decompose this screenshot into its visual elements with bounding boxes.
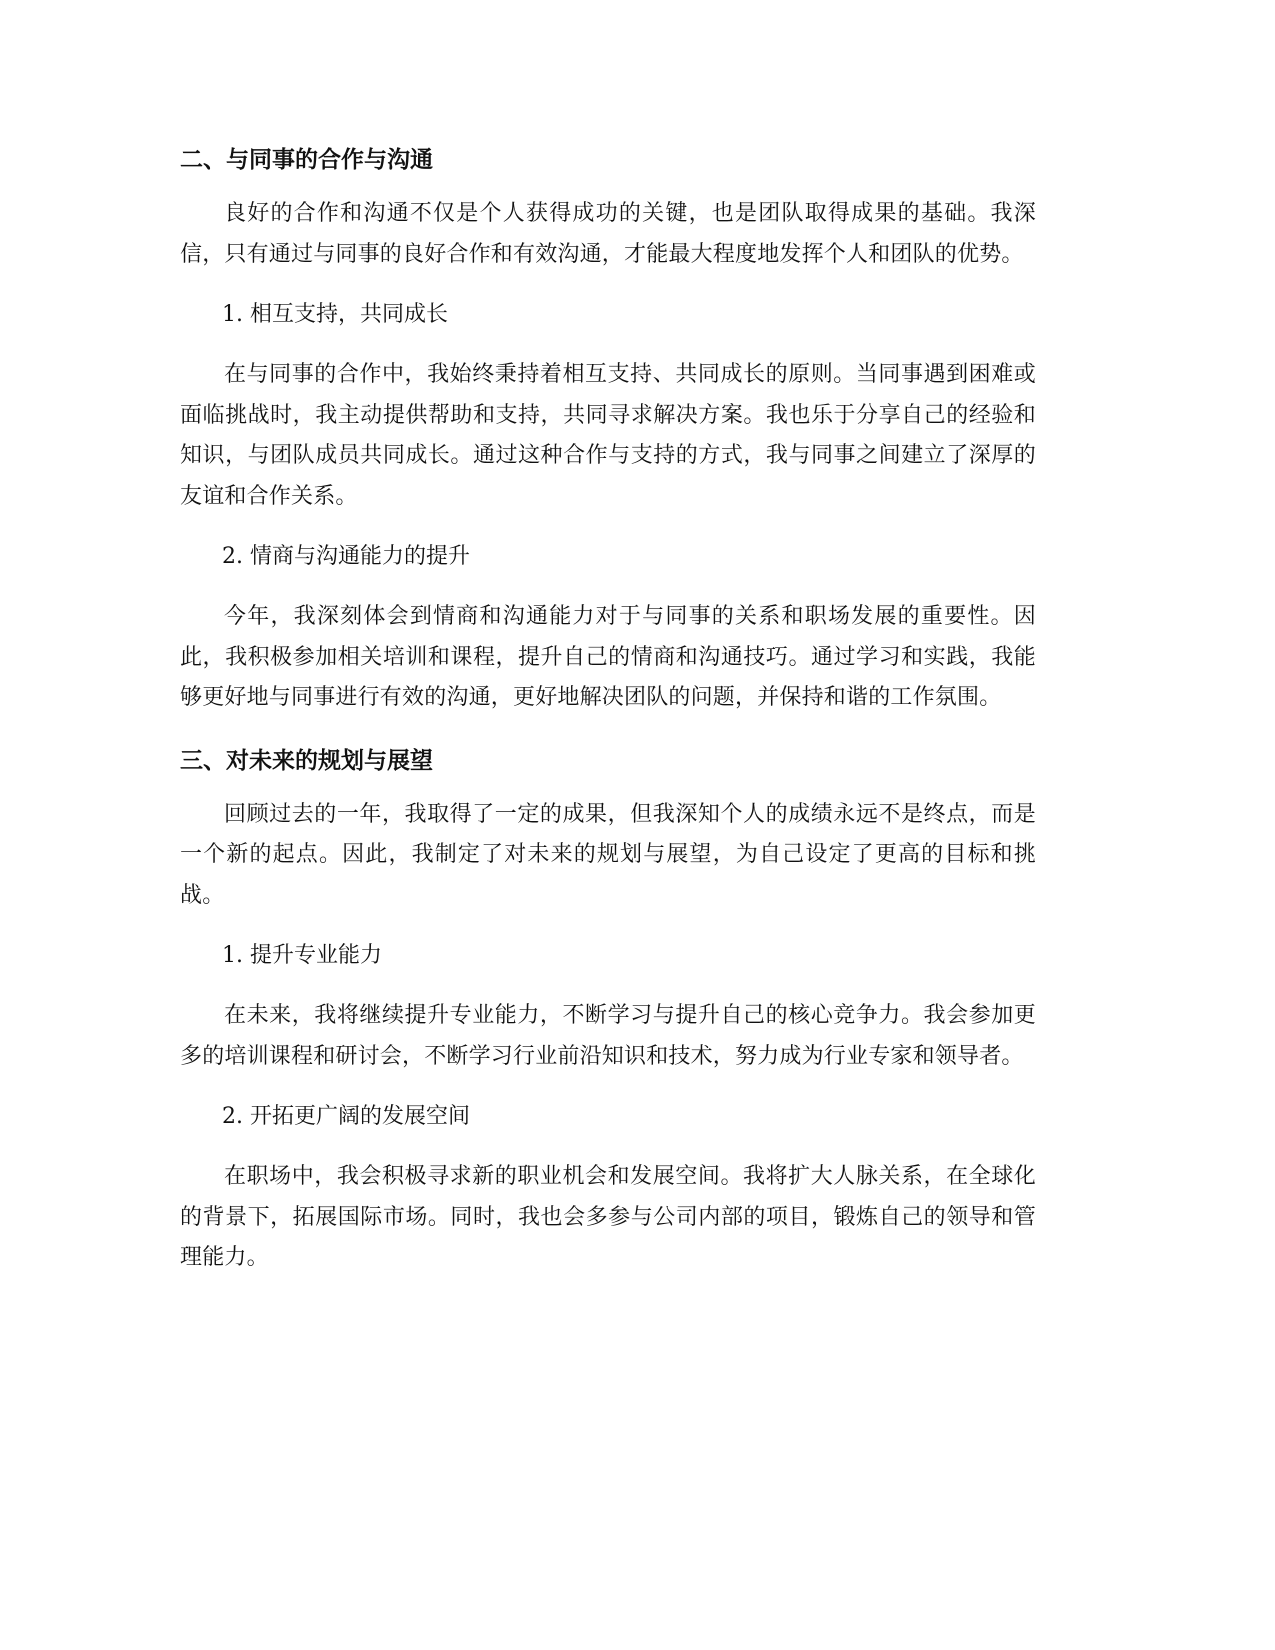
section-intro-paragraph: 良好的合作和沟通不仅是个人获得成功的关键，也是团队取得成果的基础。我深信，只有通过与同事的良好合作和有效沟通，才能最大程度地发挥个人和团队的优势。 [180, 201, 1036, 267]
section-heading-future-plan: 三、对未来的规划与展望 [180, 747, 433, 774]
subsection-title-eq-communication: 2. 情商与沟通能力的提升 [222, 544, 470, 569]
subsection-body-paragraph: 在未来，我将继续提升专业能力，不断学习与提升自己的核心竞争力。我会参加更多的培训课程和研讨会，不断学习行业前沿知识和技术，努力成为行业专家和领导者。 [180, 1003, 1036, 1069]
subsection-body-paragraph: 在与同事的合作中，我始终秉持着相互支持、共同成长的原则。当同事遇到困难或面临挑战时，我主动提供帮助和支持，共同寻求解决方案。我也乐于分享自己的经验和知识，与团队成员共同成长。通过这种合作与支持的方式，我与同事之间建立了深厚的友谊和合作关系。 [180, 362, 1036, 509]
document-page [180, 138, 1036, 1299]
subsection-body-paragraph: 在职场中，我会积极寻求新的职业机会和发展空间。我将扩大人脉关系，在全球化的背景下，拓展国际市场。同时，我也会多参与公司内部的项目，锻炼自己的领导和管理能力。 [180, 1164, 1036, 1270]
section-intro-paragraph: 回顾过去的一年，我取得了一定的成果，但我深知个人的成绩永远不是终点，而是一个新的起点。因此，我制定了对未来的规划与展望，为自己设定了更高的目标和挑战。 [180, 801, 1036, 908]
subsection-title-mutual-support: 1. 相互支持，共同成长 [222, 302, 448, 327]
subsection-title-development-space: 2. 开拓更广阔的发展空间 [222, 1104, 470, 1129]
section-heading-cooperation: 二、与同事的合作与沟通 [180, 147, 433, 173]
subsection-body-paragraph: 今年，我深刻体会到情商和沟通能力对于与同事的关系和职场发展的重要性。因此，我积极参加相关培训和课程，提升自己的情商和沟通技巧。通过学习和实践，我能够更好地与同事进行有效的沟通，更好地解决团队的问题，并保持和谐的工作氛围。 [180, 604, 1036, 710]
subsection-title-professional-skills: 1. 提升专业能力 [222, 943, 382, 968]
